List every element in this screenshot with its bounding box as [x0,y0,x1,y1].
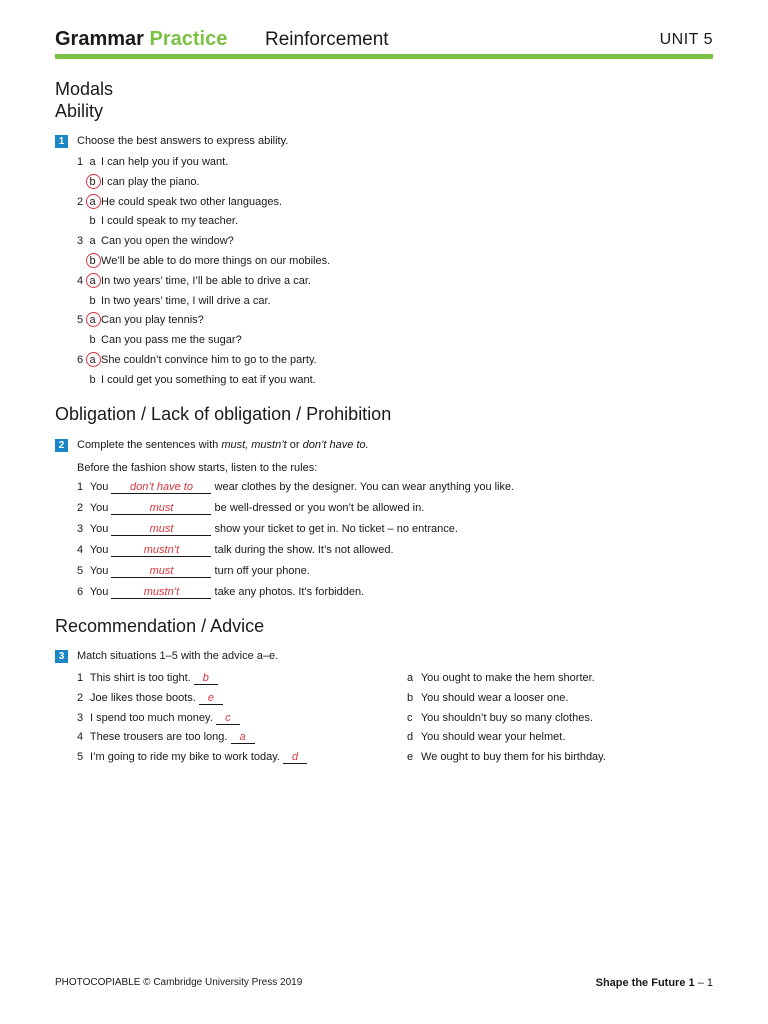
sentence-start: You [87,523,112,535]
exercise-3-heading [55,648,278,664]
situation-item [77,711,240,725]
item-number: 2 [77,691,84,704]
circled-option-letter: a [87,274,98,288]
sentence-end: show your ticket to get in. No ticket – no entrance. [211,523,458,535]
exercise-number-badge: 2 [55,439,68,452]
footer-book-page: Shape the Future 1 – 1 [595,977,713,989]
choice-item [77,294,271,308]
item-number: 5 [77,751,84,764]
option-text: She couldn’t convince him to go to the party. [98,354,317,366]
choice-item [77,313,204,327]
item-number: 4 [77,544,84,556]
option-letter: b [89,215,96,228]
section-subtitle-ability: Ability [55,101,104,121]
item-number: 2 [77,195,84,208]
situation-text: I spend too much money. [87,711,216,724]
advice-item [407,730,565,744]
option-text: Can you open the window? [98,235,234,248]
advice-text: You should wear a looser one. [418,691,569,704]
situation-text: Joe likes those boots. [87,691,199,704]
choice-item [77,195,282,209]
item-number: 3 [77,235,84,248]
answer-blank: mustn’t [111,586,211,599]
item-number: 5 [77,314,84,327]
option-text: We’ll be able to do more things on our mobiles. [98,255,331,267]
situation-item [77,671,218,685]
answer-blank: must [111,565,211,578]
advice-letter: d [407,731,414,744]
sentence-start: You [87,586,112,598]
exercise-number-badge: 3 [55,650,68,663]
answer-blank: mustn’t [111,544,211,557]
option-text: I could speak to my teacher. [98,215,239,228]
gap-fill-item [77,564,310,578]
item-number: 1 [77,156,84,168]
match-answer-blank: c [216,712,240,725]
match-answer-blank: a [231,731,255,744]
gap-fill-item [77,480,514,494]
answer-blank: must [111,523,211,536]
situation-item [77,730,255,744]
advice-text: You should wear your helmet. [418,731,566,744]
situation-text: This shirt is too tight. [87,672,194,684]
option-letter: a [89,235,96,248]
choice-item [77,254,330,268]
sentence-end: wear clothes by the designer. You can wear anything you like. [211,481,515,493]
exercise-instruction: Complete the sentences with must, mustn’t or don’t have to. [77,439,369,451]
gap-fill-item [77,501,424,515]
option-text: In two years’ time, I’ll be able to drive a car. [98,274,311,287]
answer-blank: don’t have to [111,481,211,494]
sentence-start: You [87,502,112,514]
sentence-start: You [87,544,112,556]
exercise-instruction: Match situations 1–5 with the advice a–e. [77,650,279,662]
choice-item [77,175,200,189]
sentence-start: You [87,481,112,493]
item-number: 3 [77,711,84,724]
situation-text: I’m going to ride my bike to work today. [87,751,284,764]
answer-blank: must [111,502,211,515]
exercise-1-heading [55,133,288,149]
item-number: 2 [77,502,84,514]
situation-item [77,691,223,705]
gap-fill-item [77,543,394,557]
header-subtitle: Reinforcement [265,29,389,50]
match-answer-blank: d [283,751,307,764]
item-number: 4 [77,274,84,287]
option-letter: a [89,156,96,168]
brand-main: Grammar [55,28,144,50]
situation-item [77,750,307,764]
advice-text: You ought to make the hem shorter. [418,672,595,684]
sentence-end: take any photos. It’s forbidden. [211,586,365,598]
advice-item [407,671,595,685]
choice-item [77,353,317,367]
option-letter: b [89,334,96,347]
advice-letter: b [407,691,414,704]
gap-fill-item [77,585,364,599]
sentence-end: turn off your phone. [211,565,310,577]
option-text: I can play the piano. [98,175,200,188]
situation-text: These trousers are too long. [87,731,231,744]
item-number: 5 [77,565,84,577]
exercise-instruction: Choose the best answers to express ability. [77,135,289,147]
advice-text: You shouldn’t buy so many clothes. [418,711,593,724]
choice-item [77,155,228,169]
advice-letter: a [407,672,414,684]
choice-item [77,214,238,228]
advice-item [407,691,568,705]
match-answer-blank: b [194,672,218,685]
footer-copyright: PHOTOCOPIABLE © Cambridge University Press 2019 [55,977,303,988]
sentence-end: talk during the show. It’s not allowed. [211,544,394,556]
sentence-start: You [87,565,112,577]
brand-accent: Practice [149,28,228,50]
circled-option-letter: b [87,254,98,268]
exercise-2-intro: Before the fashion show starts, listen to the rules: [77,462,318,474]
option-text: I can help you if you want. [98,156,229,168]
advice-letter: c [407,711,413,724]
unit-label: UNIT 5 [659,31,713,48]
option-text: I could get you something to eat if you want. [98,373,316,386]
option-letter: b [89,294,96,307]
option-text: Can you play tennis? [98,314,204,327]
exercise-2-heading [55,437,369,453]
option-text: He could speak two other languages. [98,195,283,208]
item-number: 4 [77,731,84,744]
item-number: 1 [77,672,84,684]
match-answer-blank: e [199,692,223,705]
section-title-modals: Modals [55,79,114,99]
option-text: Can you pass me the sugar? [98,334,242,347]
choice-item [77,333,242,347]
gap-fill-item [77,522,458,536]
header-rule [55,54,713,59]
advice-letter: e [407,751,414,764]
choice-item [77,274,311,288]
exercise-number-badge: 1 [55,135,68,148]
item-number: 6 [77,354,84,366]
item-number: 3 [77,523,84,535]
brand-title [55,28,227,51]
item-number: 6 [77,586,84,598]
circled-option-letter: a [87,313,98,327]
circled-option-letter: a [87,353,98,367]
advice-item [407,750,606,764]
choice-item [77,373,316,387]
option-text: In two years’ time, I will drive a car. [98,294,271,307]
advice-text: We ought to buy them for his birthday. [418,751,606,764]
item-number: 1 [77,481,84,493]
advice-item [407,711,593,725]
section-title-obligation: Obligation / Lack of obligation / Prohibition [55,404,392,424]
sentence-end: be well-dressed or you won’t be allowed in. [211,502,425,514]
section-title-recommendation: Recommendation / Advice [55,616,265,636]
choice-item [77,234,234,248]
circled-option-letter: b [87,175,98,189]
option-letter: b [89,373,96,386]
circled-option-letter: a [87,195,98,209]
